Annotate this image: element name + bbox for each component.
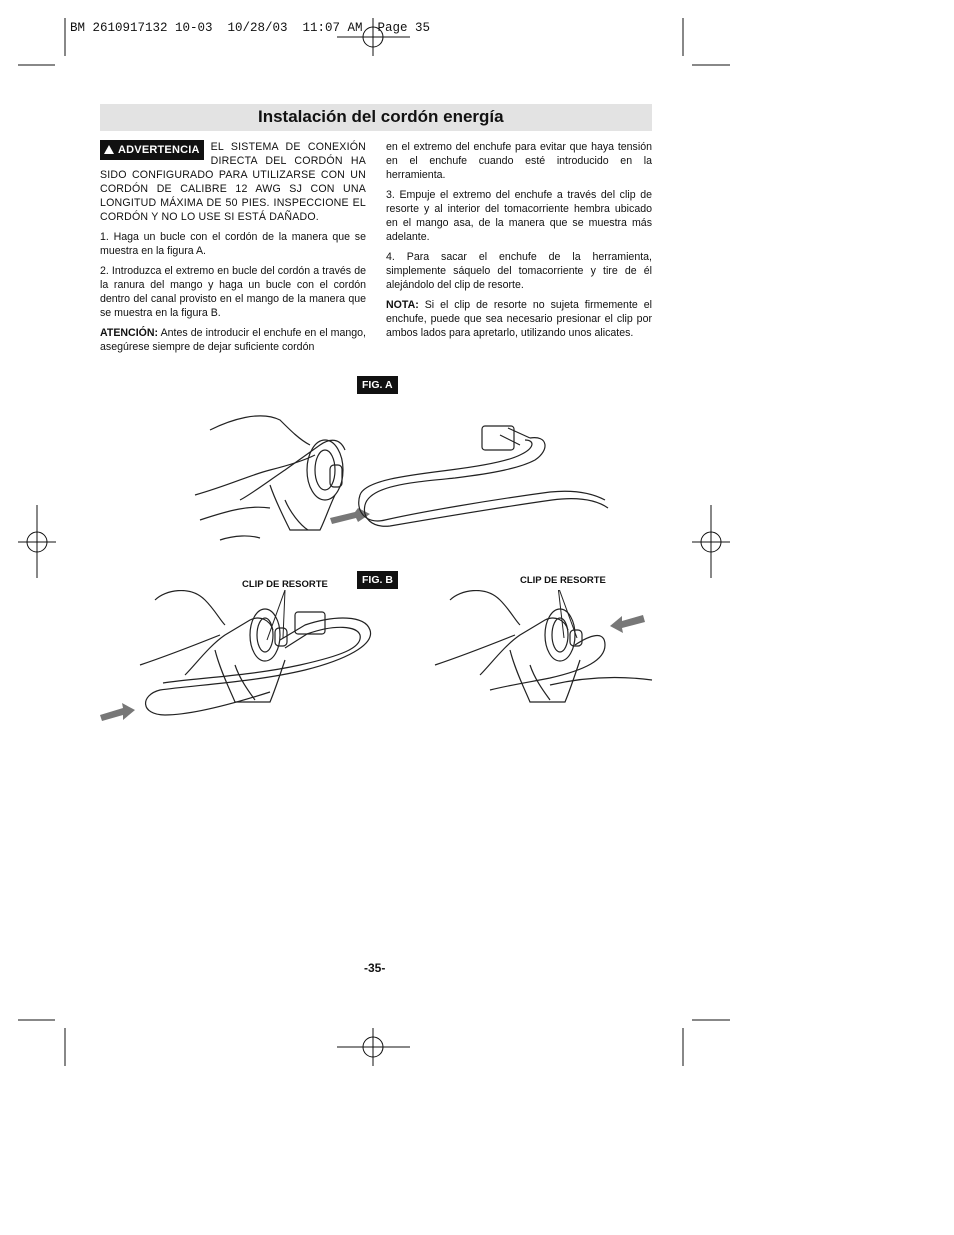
warning-text: EL SISTEMA DE CONEXIÓN DIRECTA DEL CORDÓN HA SIDO CONFIGURADO PARA UTILIZARSE CON UN CORDÓN DE CALIBRE 12 AWG SJ CON UNA LONGITUD MÁXIMA DE 50 PIES. INSPECCIONE EL CORDÓN Y NO LO USE SI ESTÁ DAÑADO. [100, 141, 366, 223]
continuation-text: en el extremo del enchufe para evitar que haya tensión en el enchufe cuando esté introducido en la herramienta. [386, 141, 652, 181]
attention-paragraph [100, 326, 366, 354]
clip-label-left: CLIP DE RESORTE [242, 579, 328, 590]
left-column [100, 140, 366, 360]
step-4: 4. Para sacar el enchufe de la herramienta, simplemente sáquelo del tomacorriente y tire de él alejándolo del clip de resorte. [386, 251, 652, 291]
fig-a-label: FIG. A [357, 376, 398, 394]
fig-b-label: FIG. B [357, 571, 398, 589]
clip-label-right: CLIP DE RESORTE [520, 575, 606, 586]
figure-b-right-illustration [430, 590, 655, 710]
section-title-bar [100, 104, 652, 131]
section-title: Instalación del cordón energía [258, 107, 504, 126]
warning-block [100, 140, 366, 224]
figure-b-left-illustration [95, 590, 380, 730]
attention-text: Antes de introducir el enchufe en el mango, asegúrese siempre de dejar suficiente cordón [100, 327, 366, 353]
step-2: 2. Introduzca el extremo en bucle del cordón a través de la ranura del mango y haga un bucle con el cordón dentro del canal provisto en el mango de la manera que se muestra en la figura B. [100, 265, 366, 319]
figure-a-illustration [190, 400, 620, 560]
step-1: 1. Haga un bucle con el cordón de la manera que se muestra en la figura A. [100, 231, 366, 257]
print-header: BM 2610917132 10-03 10/28/03 11:07 AM Page 35 [70, 21, 431, 35]
step-3: 3. Empuje el extremo del enchufe a través del clip de resorte y al interior del tomacorriente hembra ubicado en el mango asa, de la manera que se muestra más adelante. [386, 189, 652, 243]
note-label: NOTA: [386, 299, 419, 311]
warning-badge: ADVERTENCIA [100, 140, 204, 160]
page-number: -35- [364, 961, 386, 975]
right-column [386, 140, 652, 346]
note-paragraph [386, 298, 652, 340]
warning-triangle-icon [104, 145, 114, 154]
note-text: Si el clip de resorte no sujeta firmemente el enchufe, puede que sea necesario presionar el clip por ambos lados para apretarlo, utilizando unos alicates. [386, 299, 652, 339]
attention-label: ATENCIÓN: [100, 327, 159, 339]
